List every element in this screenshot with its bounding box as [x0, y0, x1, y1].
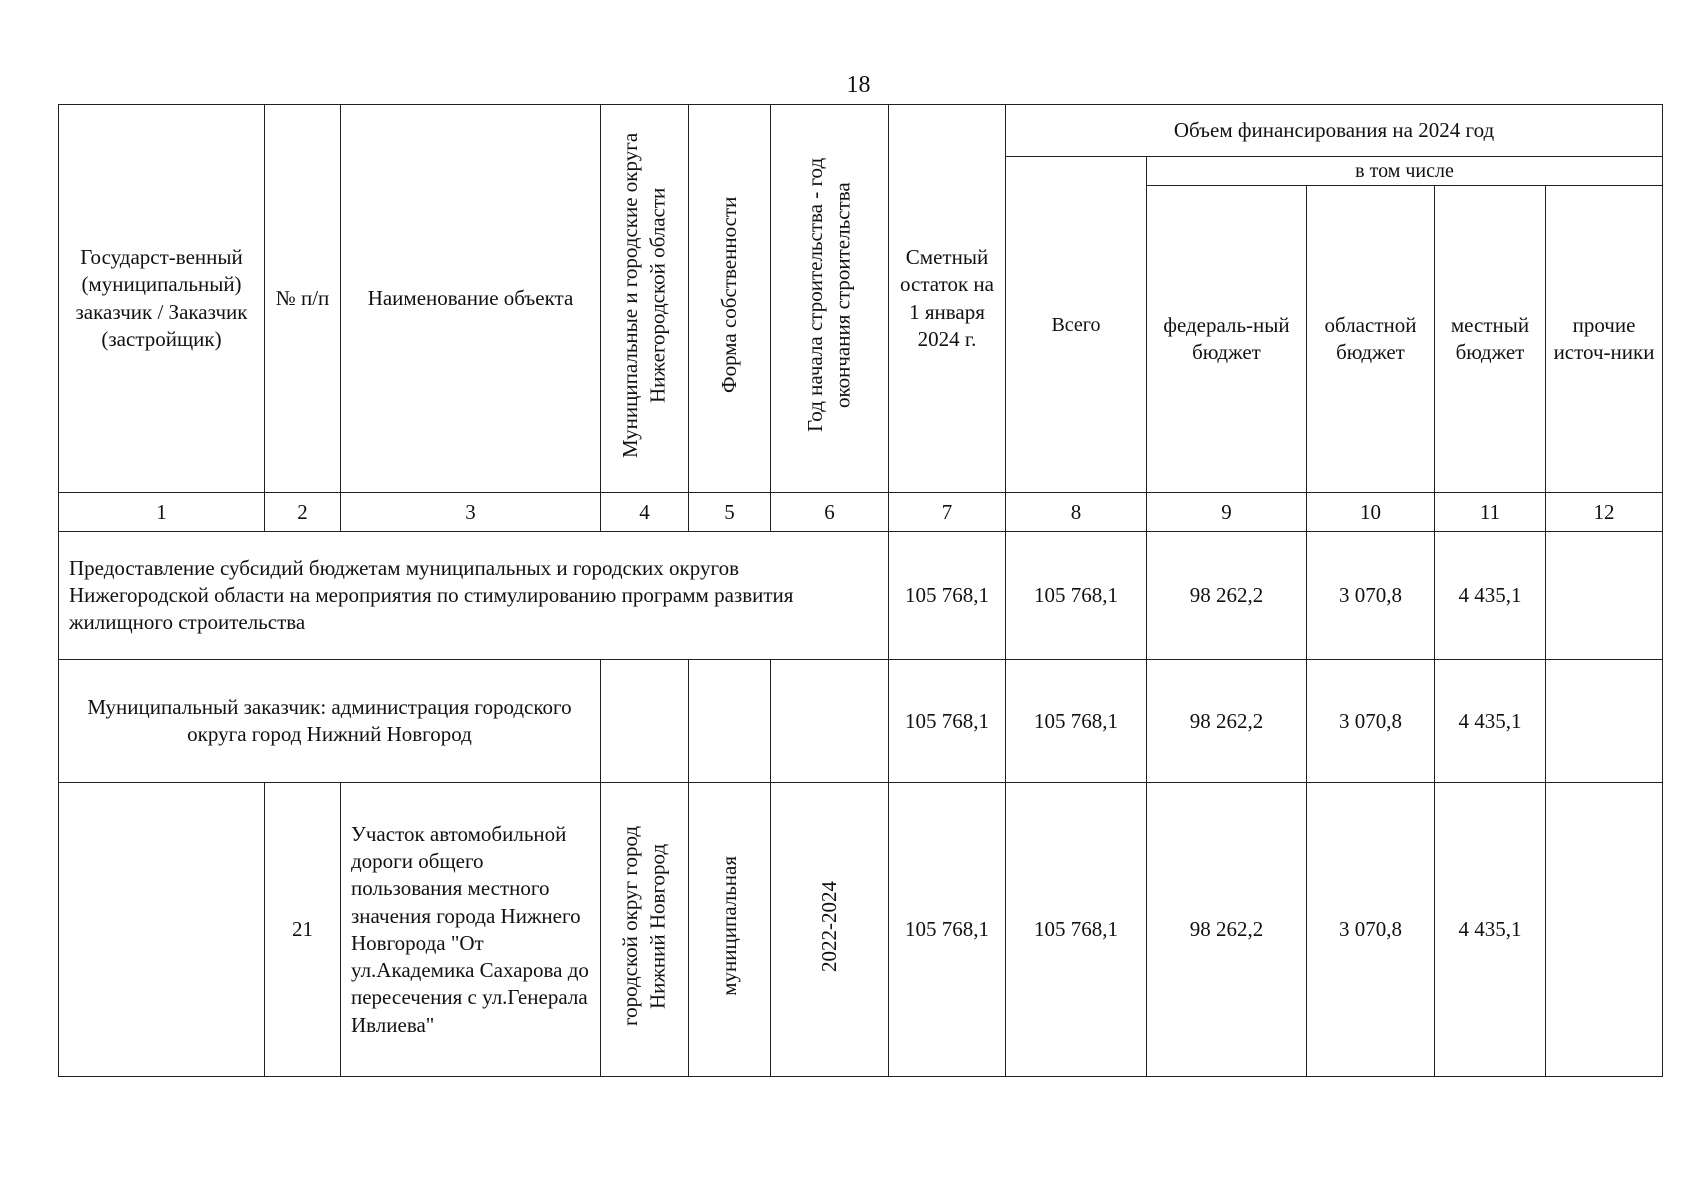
customer-estimate: 105 768,1 [889, 660, 1006, 783]
object-ownership-cell [689, 783, 771, 1077]
column-number: 1 [59, 493, 265, 532]
column-number: 4 [601, 493, 689, 532]
column-number: 5 [689, 493, 771, 532]
header-years-cell [771, 105, 889, 493]
header-funding: Объем финансирования на 2024 год [1006, 105, 1663, 157]
object-num: 21 [265, 783, 341, 1077]
column-number: 9 [1147, 493, 1307, 532]
column-number: 12 [1546, 493, 1663, 532]
object-years-cell [771, 783, 889, 1077]
column-number: 10 [1307, 493, 1435, 532]
header-municipality: Муниципальные и городские округа Нижегородской области [618, 132, 670, 458]
customer-federal: 98 262,2 [1147, 660, 1307, 783]
object-name: Участок автомобильной дороги общего пользования местного значения города Нижнего Новгорода "От ул.Академика Сахарова до пересечения с ул.Генерала Ивлиева" [341, 783, 601, 1077]
header-total: Всего [1006, 157, 1147, 493]
customer-other [1546, 660, 1663, 783]
header-estimate: Сметный остаток на 1 января 2024 г. [889, 105, 1006, 493]
object-municipality: городской округ город Нижний Новгород [618, 826, 670, 1027]
header-ownership: Форма собственности [716, 196, 741, 394]
column-number: 6 [771, 493, 889, 532]
table-row-object [59, 783, 1663, 1077]
header-object-name: Наименование объекта [341, 105, 601, 493]
financing-table [58, 104, 1663, 1077]
column-number: 11 [1435, 493, 1546, 532]
header-customer: Государст-венный (муниципальный) заказчик / Заказчик (застройщик) [59, 105, 265, 493]
customer-local: 4 435,1 [1435, 660, 1546, 783]
customer-total: 105 768,1 [1006, 660, 1147, 783]
header-regional: областной бюджет [1307, 186, 1435, 493]
object-estimate: 105 768,1 [889, 783, 1006, 1077]
object-customer [59, 783, 265, 1077]
customer-years-empty [771, 660, 889, 783]
header-local: местный бюджет [1435, 186, 1546, 493]
table-row-customer [59, 660, 1663, 783]
subsidy-label: Предоставление субсидий бюджетам муниципальных и городских округов Нижегородской области на мероприятия по стимулированию программ развития жилищного строительства [59, 532, 889, 660]
object-municipality-cell [601, 783, 689, 1077]
subsidy-regional: 3 070,8 [1307, 532, 1435, 660]
customer-ownership-empty [689, 660, 771, 783]
column-number: 3 [341, 493, 601, 532]
subsidy-other [1546, 532, 1663, 660]
object-ownership: муниципальная [716, 856, 741, 997]
object-federal: 98 262,2 [1147, 783, 1307, 1077]
subsidy-estimate: 105 768,1 [889, 532, 1006, 660]
page-number: 18 [846, 72, 871, 98]
object-total: 105 768,1 [1006, 783, 1147, 1077]
column-number: 7 [889, 493, 1006, 532]
object-years: 2022-2024 [816, 880, 841, 972]
header-num: № п/п [265, 105, 341, 493]
header-municipality-cell [601, 105, 689, 493]
column-number-row [59, 493, 1663, 532]
subsidy-total: 105 768,1 [1006, 532, 1147, 660]
object-local: 4 435,1 [1435, 783, 1546, 1077]
header-other: прочие источ-ники [1546, 186, 1663, 493]
column-number: 8 [1006, 493, 1147, 532]
customer-municipality-empty [601, 660, 689, 783]
subsidy-local: 4 435,1 [1435, 532, 1546, 660]
object-regional: 3 070,8 [1307, 783, 1435, 1077]
header-ownership-cell [689, 105, 771, 493]
subsidy-federal: 98 262,2 [1147, 532, 1307, 660]
customer-regional: 3 070,8 [1307, 660, 1435, 783]
customer-label: Муниципальный заказчик: администрация городского округа город Нижний Новгород [59, 660, 601, 783]
header-including: в том числе [1147, 157, 1663, 186]
table-row-subsidy [59, 532, 1663, 660]
column-number: 2 [265, 493, 341, 532]
object-other [1546, 783, 1663, 1077]
header-federal: федераль-ный бюджет [1147, 186, 1307, 493]
header-years: Год начала строительства - год окончания строительства [803, 157, 855, 433]
